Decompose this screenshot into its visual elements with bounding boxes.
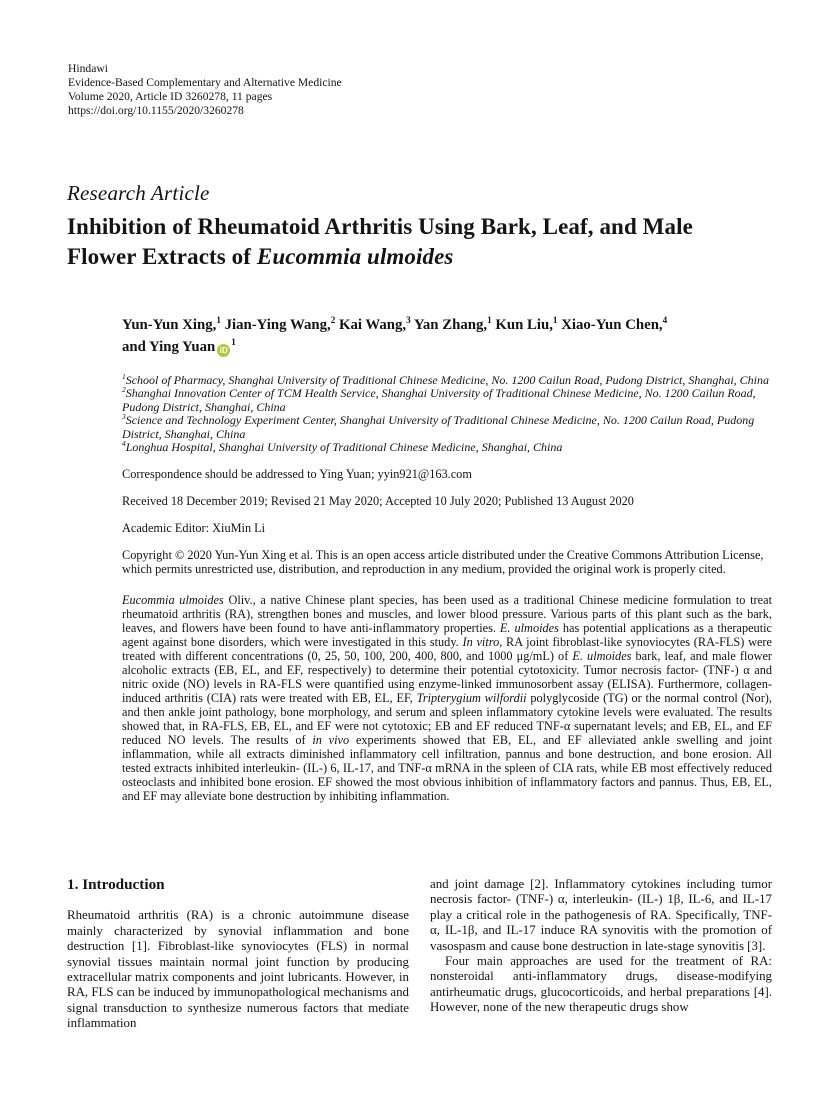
introduction-section xyxy=(67,877,773,1032)
authors-line: Yun-Yun Xing,$^1$ Jian-Ying Wang,$^2$ Kai Wang,$^3$ Yan Zhang,$^1$ Kun Liu,$^1$ Xiao-Yun Chen,$^4$ and Ying Yuan $iD^1$ xyxy=(122,315,668,355)
intro-paragraph-right: and joint damage [2]. Inflammatory cytokines including tumor necrosis factor- (TNF-) α, interleukin- (IL-) 1β, IL-6, and IL-17 play a critical role in the pathogenesis of RA. Specifically, TNF-α, IL-1β, and IL-17 induce RA synovitis with the promotion of vasospasm and cause bone destruction in late-stage synovitis [3]. xyxy=(430,877,772,953)
intro-paragraph-left: Rheumatoid arthritis (RA) is a chronic autoimmune disease mainly characterized by synovial inflammation and bone destruction [1]. Fibroblast-like synoviocytes (FLS) in normal synovial tissues maintain normal joint function by producing extracellular matrix components and joint lubricants. However, in RA, FLS can be induced by immunopathological mechanisms and signal transduction to synthesize numerous factors that mediate inflammation xyxy=(67,908,409,1031)
correspondence-email[interactable]: yyin921@163.com xyxy=(377,467,472,482)
publisher-name: Hindawi xyxy=(68,62,108,75)
affiliation-item: $^2$Shanghai Innovation Center of TCM Health Service, Shanghai University of Traditional Chinese Medicine, No. 1200 Cailun Road, Pudong District, Shanghai, China xyxy=(122,385,756,414)
affiliation-item: $^4$Longhua Hospital, Shanghai University of Traditional Chinese Medicine, Shanghai, China xyxy=(122,439,563,455)
journal-name: Evidence-Based Complementary and Alternative Medicine xyxy=(68,76,342,89)
affiliations-list xyxy=(122,374,772,454)
article-title: Inhibition of Rheumatoid Arthritis Using Bark, Leaf, and Male Flower Extracts of Eucommia ulmoides xyxy=(67,214,693,269)
article-type-label: Research Article xyxy=(67,181,210,205)
volume-info: Volume 2020, Article ID 3260278, 11 pages xyxy=(68,90,273,103)
history-line: Received 18 December 2019; Revised 21 May 2020; Accepted 10 July 2020; Published 13 August 2020 xyxy=(122,494,634,509)
abstract: Eucommia ulmoides Oliv., a native Chinese plant species, has been used as a traditional Chinese medicine formulation to treat rheumatoid arthritis (RA), strengthen bones and muscles, and lower blood pressure. Various parts of this plant such as the bark, leaves, and flowers have been found to have anti-inflammatory properties. E. ulmoides has potential applications as a therapeutic agent against bone disorders, which were investigated in this study. In vitro, RA joint fibroblast-like synoviocytes (RA-FLS) were treated with different concentrations (0, 25, 50, 100, 200, 400, 800, and 1000 μg/mL) of E. ulmoides bark, leaf, and male flower alcoholic extracts (EB, EL, and EF, respectively) to determine their potential cytotoxicity. Tumor necrosis factor- (TNF-) α and nitric oxide (NO) levels in RA-FLS were quantified using enzyme-linked immunosorbent assay (ELISA). Furthermore, collagen-induced arthritis (CIA) rats were treated with EB, EL, EF, Tripterygium wilfordii polyglycoside (TG) or the normal control (Nor), and then ankle joint pathology, bone morphology, and serum and spleen inflammatory cytokine levels were evaluated. The results showed that, in RA-FLS, EB, EL, and EF were not cytotoxic; EB and EF reduced TNF-α supernatant levels; and EB, EL, and EF reduced NO levels. The results of in vivo experiments showed that EB, EL, and EF alleviated ankle swelling and joint inflammation, while all extracts diminished inflammatory cell infiltration, pannus and bone destruction, and bone erosion. All tested extracts inhibited interleukin- (IL-) 6, IL-17, and TNF-α mRNA in the spleen of CIA rats, while EB most effectively reduced osteoclasts and inhibited bone erosion. EF showed the most obvious inhibition of inflammatory factors and pannus. Thus, EB, EL, and EF may alleviate bone destruction by inhibiting inflammation. xyxy=(122,593,773,804)
copyright-notice: Copyright © 2020 Yun-Yun Xing et al. This is an open access article distributed under the Creative Commons Attribution License, which permits unrestricted use, distribution, and reproduction in any medium, provided the original work is properly cited. xyxy=(122,548,764,577)
front-matter xyxy=(122,314,772,803)
left-column xyxy=(67,877,409,1032)
correspondence-line: Correspondence should be addressed to Ying Yuan; yyin921@163.com xyxy=(122,467,472,482)
doi-link[interactable]: https://doi.org/10.1155/2020/3260278 xyxy=(68,104,244,117)
orcid-icon[interactable]: iD xyxy=(217,344,230,357)
affiliation-item: $^1$School of Pharmacy, Shanghai University of Traditional Chinese Medicine, No. 1200 Cailun Road, Pudong District, Shanghai, China xyxy=(122,372,770,387)
intro-paragraph-right-2: Four main approaches are used for the treatment of RA: nonsteroidal anti-inflammatory drugs, disease-modifying antirheumatic drugs, glucocorticoids, and herbal preparations [4]. However, none of the new therapeutic drugs show xyxy=(430,954,772,1015)
academic-editor-line: Academic Editor: XiuMin Li xyxy=(122,521,266,536)
section-heading: 1. Introduction xyxy=(67,876,165,893)
journal-header xyxy=(68,62,342,118)
affiliation-item: $^3$Science and Technology Experiment Center, Shanghai University of Traditional Chinese Medicine, No. 1200 Cailun Road, Pudong District, Shanghai, China xyxy=(122,412,755,441)
right-column xyxy=(430,877,772,1032)
